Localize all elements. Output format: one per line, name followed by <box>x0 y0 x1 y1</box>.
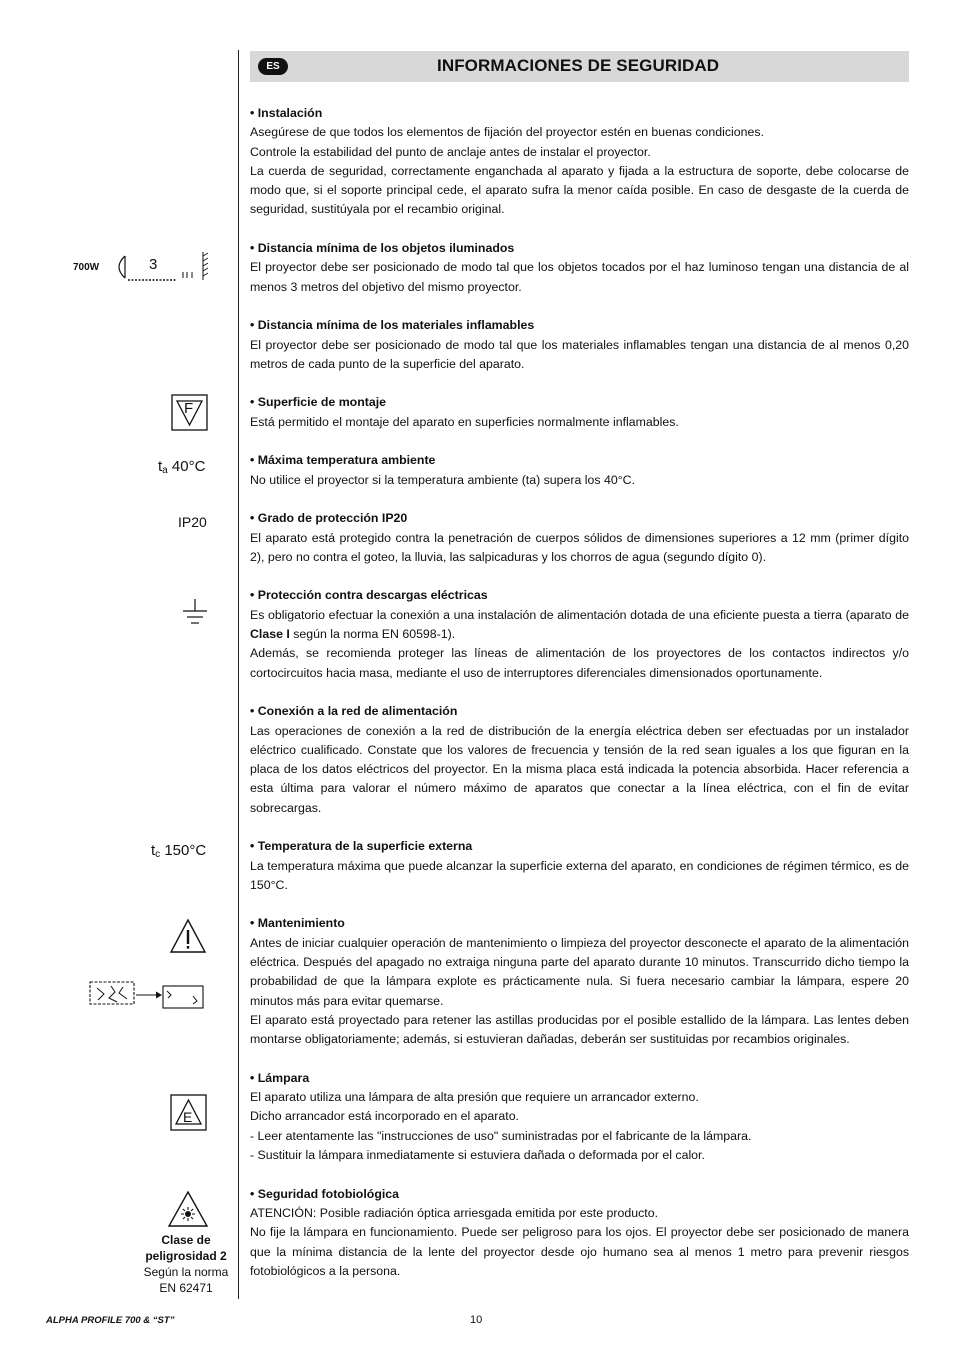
section-title: • Seguridad fotobiológica <box>250 1186 400 1201</box>
safety-section <box>250 586 909 682</box>
section-title: • Distancia mínima de los materiales inflamables <box>250 318 535 333</box>
surface-temperature-label: $t_c$ 150°C <box>151 842 207 860</box>
section-paragraph: - Leer atentamente las "instrucciones de uso" suministradas por el fabricante de la lámpara. <box>250 1128 752 1143</box>
section-paragraph: El aparato está protegido contra la penetración de cuerpos sólidos de dimensiones superiores a 12 mm (primer dígito 2), pero no contra el goteo, la lluvia, las salpicaduras y los chorros de agua (segundo dígito 0). <box>250 530 909 564</box>
section-paragraph: El proyector debe ser posicionado de modo tal que los objetos tocados por el haz luminoso tengan una distancia de al menos 3 metros del objetivo del mismo proyector. <box>250 260 909 294</box>
section-paragraph: La temperatura máxima que puede alcanzar la superficie externa del aparato, en condiciones de régimen térmico, es de 150°C. <box>250 858 909 892</box>
section-title: • Instalación <box>250 106 323 120</box>
f-mark: F <box>184 400 194 417</box>
section-paragraph: Es obligatorio efectuar la conexión a una instalación de alimentación dotada de una eficiente puesta a tierra (aparato de Clase I según la norma EN 60598-1). <box>250 607 909 642</box>
e-mark: E <box>183 1109 193 1125</box>
distance-label: 3 <box>149 256 158 273</box>
safety-section <box>250 914 909 1049</box>
margin-divider <box>238 50 239 1299</box>
page-title: INFORMACIONES DE SEGURIDAD <box>437 56 720 75</box>
section-paragraph: Las operaciones de conexión a la red de distribución de la energía eléctrica deben ser efectuadas por un instalador eléctrico cualificado. Constate que los valores de frecuencia y tensión de la red sean iguales a los que figuran en la placa de los datos eléctricos del proyector. En la misma placa está indicada la potencia absorbida. Hacer referencia a esta última para valorar el número máximo de aparatos que conectar a la línea eléctrica, con el fin de evitar sobrecargas. <box>250 723 909 815</box>
section-paragraph: La cuerda de seguridad, correctamente enganchada al aparato y fijada a la estructura de soporte, debe colocarse de modo que, si el soporte principal cede, el aparato sufra la menor caída posible. En caso de desgaste de la cuerda de seguridad, sustitúyala por el recambio original. <box>250 163 909 217</box>
section-paragraph: No utilice el proyector si la temperatura ambiente (ta) supera los 40°C. <box>250 472 636 487</box>
safety-section <box>250 837 909 895</box>
safety-section <box>250 509 909 567</box>
safety-content <box>250 104 909 1300</box>
power-label: 700W <box>73 262 100 273</box>
section-title: • Superficie de montaje <box>250 395 387 410</box>
section-paragraph: Asegúrese de que todos los elementos de fijación del proyector estén en buenas condiciones. <box>250 125 764 140</box>
section-title: • Conexión a la red de alimentación <box>250 704 458 719</box>
section-title: • Protección contra descargas eléctricas <box>250 588 488 603</box>
section-paragraph: El proyector debe ser posicionado de modo tal que los materiales inflamables tengan una distancia de al menos 0,20 metros de cada punto de la superficie del aparato. <box>250 337 909 371</box>
safety-section <box>250 451 909 490</box>
safety-section <box>250 104 909 220</box>
section-paragraph: Está permitido el montaje del aparato en superficies normalmente inflamables. <box>250 414 679 429</box>
section-title: • Distancia mínima de los objetos iluminados <box>250 241 515 256</box>
projector-distance-icon <box>73 248 213 284</box>
safety-section <box>250 702 909 818</box>
footer-product-name: ALPHA PROFILE 700 & “ST” <box>46 1315 175 1326</box>
section-header-bar <box>250 51 909 82</box>
section-paragraph: El aparato está proyectado para retener las astillas producidas por el posible estallido de la lámpara. Las lentes deben montarse obligatoriamente; además, si estuvieran dañadas, deberán ser sustituidas por recambios originales. <box>250 1012 909 1047</box>
laser-radiation-icon <box>167 1190 209 1233</box>
section-title: • Lámpara <box>250 1070 310 1085</box>
ip-rating-label: IP20 <box>178 514 207 530</box>
section-title: • Máxima temperatura ambiente <box>250 453 436 468</box>
section-title: • Mantenimiento <box>250 916 345 931</box>
section-paragraph: ATENCIÓN: Posible radiación óptica arriesgada emitida por este producto. <box>250 1205 659 1220</box>
safety-section <box>250 1185 909 1281</box>
section-paragraph: No fije la lámpara en funcionamiento. Puede ser peligroso para los ojos. El proyector debe ser posicionado de manera que la mínima distancia de la lente del proyector desde ojo humano sea al menos 1 metro para prevenir riesgos fotobiológicos a la persona. <box>250 1225 909 1278</box>
section-paragraph: El aparato utiliza una lámpara de alta presión que requiere un arrancador externo. <box>250 1090 699 1105</box>
minimum-distance-symbol <box>73 248 213 284</box>
safety-section <box>250 393 909 432</box>
laser-class-caption: Clase de peligrosidad 2 Según la norma EN 62471 <box>143 1233 229 1295</box>
lamp-e-symbol-icon <box>170 1094 208 1137</box>
flammable-surface-icon <box>171 394 209 437</box>
section-title: • Temperatura de la superficie externa <box>250 839 473 854</box>
warning-triangle-icon <box>169 918 207 959</box>
page-number: 10 <box>470 1314 483 1326</box>
section-paragraph: Dicho arrancador está incorporado en el aparato. <box>250 1109 519 1124</box>
section-paragraph: - Sustituir la lámpara inmediatamente si estuviera dañada o deformada por el calor. <box>250 1148 705 1163</box>
safety-section <box>250 1069 909 1165</box>
language-badge: ES <box>258 58 288 75</box>
lamp-replacement-icon <box>89 978 209 1017</box>
section-paragraph: Además, se recomienda proteger las líneas de alimentación de los proyectores de los contactos indirectos y/o cortocircuitos hacia masa, mediante el uso de interruptores diferenciales dimensionados oportunamente. <box>250 646 909 680</box>
ambient-temperature-label: $t_a$ 40°C <box>158 458 206 476</box>
safety-section <box>250 239 909 297</box>
section-title: • Grado de protección IP20 <box>250 511 408 526</box>
section-paragraph: Antes de iniciar cualquier operación de mantenimiento o limpieza del proyector desconecte el aparato de la alimentación eléctrica. Después del apagado no extraiga ninguna parte del aparato durante 10 minutos. Transcurrido dicho tiempo la probabilidad de que la lámpara explote es prácticamente nula. Si fuera necesario cambiar la lámpara, espere 20 minutos más para evitar quemarse. <box>250 935 909 1008</box>
section-paragraph: Controle la estabilidad del punto de anclaje antes de instalar el proyector. <box>250 144 651 159</box>
safety-section <box>250 316 909 374</box>
ground-icon <box>182 598 210 633</box>
